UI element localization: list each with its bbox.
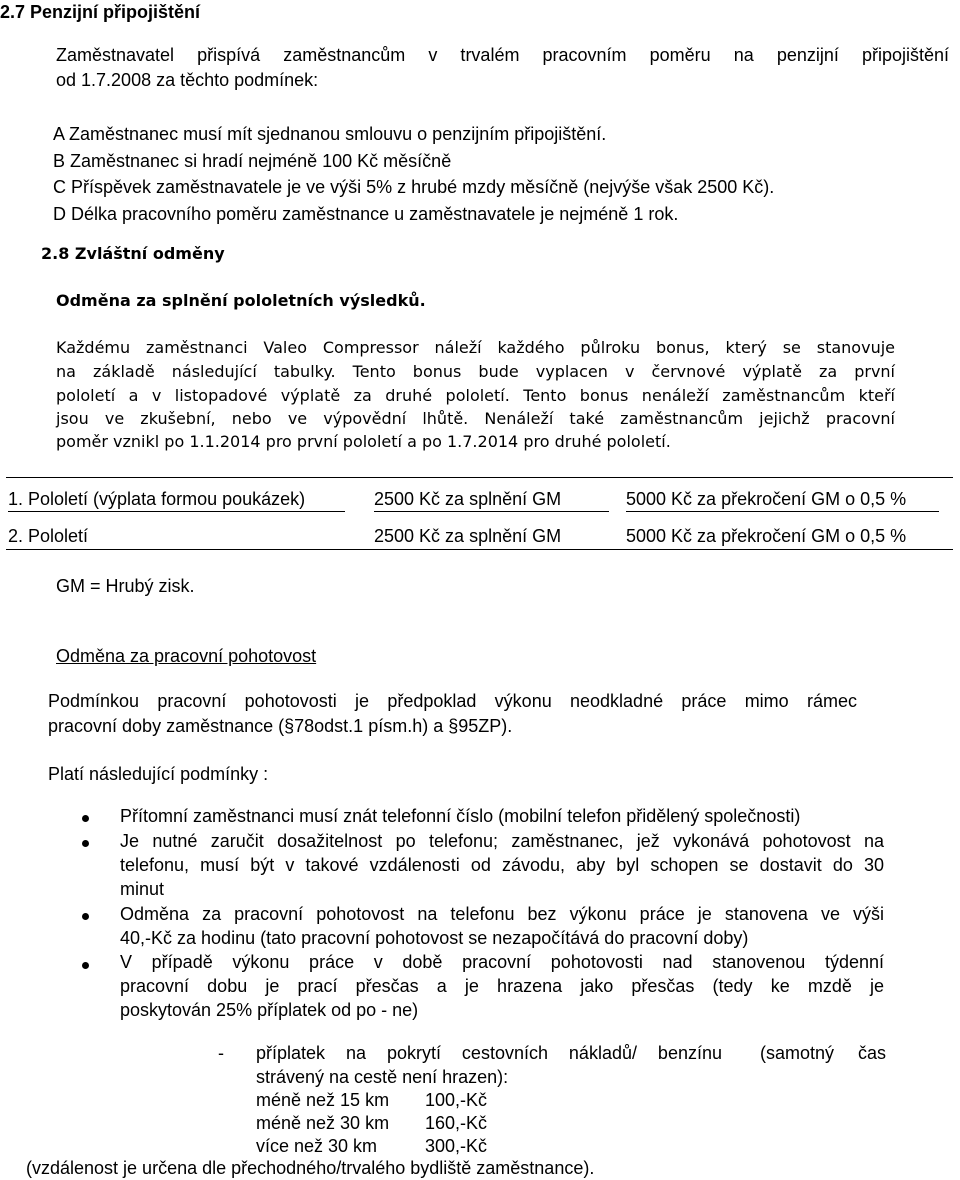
bonuses-paragraph-line-5: poměr vznikl po 1.1.2014 pro první pololetí a po 1.7.2014 pro druhé pololetí. (56, 432, 671, 451)
bullet-3-line-2: 40,-Kč za hodinu (tato pracovní pohotovost se nezapočítává do pracovní doby) (120, 928, 749, 948)
standby-conditions-label: Platí následující podmínky : (48, 764, 269, 784)
table-row-1-gm-bonus: 2500 Kč za splnění GM (374, 489, 562, 509)
section-heading-bonuses: 2.8 Zvláštní odměny (41, 244, 225, 263)
table-row-1-period: 1. Pololetí (výplata formou poukázek) (8, 489, 306, 509)
bullet-2-line-1: Je nutné zaručit dosažitelnost po telefonu; zaměstnanec, jež vykonává pohotovost na (120, 831, 884, 851)
section-heading-standby: Odměna za pracovní pohotovost (56, 646, 317, 666)
pension-condition-a: A Zaměstnanec musí mít sjednanou smlouvu o penzijním připojištění. (53, 124, 607, 144)
pension-condition-d: D Délka pracovního poměru zaměstnance u zaměstnavatele je nejméně 1 rok. (53, 204, 679, 224)
bullet-4-line-1: V případě výkonu práce v době pracovní pohotovosti nad stanovenou týdenní (120, 952, 884, 972)
table-row-1-underline-b (374, 511, 609, 512)
pension-condition-b: B Zaměstnanec si hradí nejméně 100 Kč měsíčně (53, 151, 452, 171)
table-row-2-gm-exceed-bonus: 5000 Kč za překročení GM o 0,5 % (626, 526, 907, 546)
rate-amount-2: 160,-Kč (425, 1113, 488, 1133)
bullet-marker (82, 913, 89, 920)
bullet-1-line-1: Přítomní zaměstnanci musí znát telefonní číslo (mobilní telefon přidělený společnosti) (120, 806, 801, 826)
bonuses-paragraph-line-4: jsou ve zkušební, nebo ve výpovědní lhůtě. Nenáleží také zaměstnancům jejichž pracovní (56, 409, 895, 428)
travel-dash: - (218, 1043, 224, 1063)
bullet-marker (82, 962, 89, 969)
bullet-2-line-3: minut (120, 879, 165, 899)
table-row-1-gm-exceed-bonus: 5000 Kč za překročení GM o 0,5 % (626, 489, 907, 509)
distance-note: (vzdálenost je určena dle přechodného/trvalého bydliště zaměstnance). (26, 1158, 595, 1178)
bonuses-paragraph-line-2: na základě následující tabulky. Tento bonus bude vyplacen v červnové výplatě za první (56, 362, 895, 381)
rate-amount-1: 100,-Kč (425, 1090, 488, 1110)
table-row-2-period: 2. Pololetí (8, 526, 89, 546)
table-bottom-border (6, 549, 953, 550)
rate-label-3: více než 30 km (256, 1136, 378, 1156)
gm-note: GM = Hrubý zisk. (56, 576, 195, 596)
travel-line-1-tail: (samotný čas (760, 1043, 886, 1063)
table-top-border (6, 477, 953, 478)
pension-intro-line-1: Zaměstnavatel přispívá zaměstnancům v trvalém pracovním poměru na penzijní připojištění (56, 45, 949, 65)
table-row-1-underline-a (8, 511, 345, 512)
bonuses-paragraph-line-3: pololetí a v listopadové výplatě za druhé pololetí. Tento bonus nenáleží zaměstnancům kteří (56, 386, 895, 405)
table-row-1-underline-c (626, 511, 939, 512)
rate-label-2: méně než 30 km (256, 1113, 390, 1133)
standby-definition-line-2: pracovní doby zaměstnance (§78odst.1 písm.h) a §95ZP). (48, 716, 513, 736)
pension-intro-line-2: od 1.7.2008 za těchto podmínek: (56, 70, 319, 90)
travel-line-1: příplatek na pokrytí cestovních nákladů/ benzínu (256, 1043, 722, 1063)
pension-condition-c: C Příspěvek zaměstnavatele je ve výši 5% z hrubé mzdy měsíčně (nejvýše však 2500 Kč). (53, 177, 775, 197)
bullet-4-line-2: pracovní dobu je prací přesčas a je hrazena jako přesčas (tedy ke mzdě je (120, 976, 884, 996)
rate-amount-3: 300,-Kč (425, 1136, 488, 1156)
travel-line-2: strávený na cestě není hrazen): (256, 1067, 509, 1087)
section-heading-pension: 2.7 Penzijní připojištění (0, 2, 201, 22)
bullet-2-line-2: telefonu, musí být v takové vzdálenosti od závodu, aby byl schopen se dostavit do 30 (120, 855, 884, 875)
bullet-3-line-1: Odměna za pracovní pohotovost na telefonu bez výkonu práce je stanovena ve výši (120, 904, 884, 924)
bullet-4-line-3: poskytován 25% příplatek od po - ne) (120, 1000, 419, 1020)
bonuses-paragraph-line-1: Každému zaměstnanci Valeo Compressor náleží každého půlroku bonus, který se stanovuje (56, 338, 895, 357)
standby-definition-line-1: Podmínkou pracovní pohotovosti je předpoklad výkonu neodkladné práce mimo rámec (48, 691, 857, 711)
table-row-2-gm-bonus: 2500 Kč za splnění GM (374, 526, 562, 546)
bullet-marker (82, 840, 89, 847)
rate-label-1: méně než 15 km (256, 1090, 390, 1110)
bonuses-subheading: Odměna za splnění pololetních výsledků. (56, 291, 426, 310)
bullet-marker (82, 815, 89, 822)
